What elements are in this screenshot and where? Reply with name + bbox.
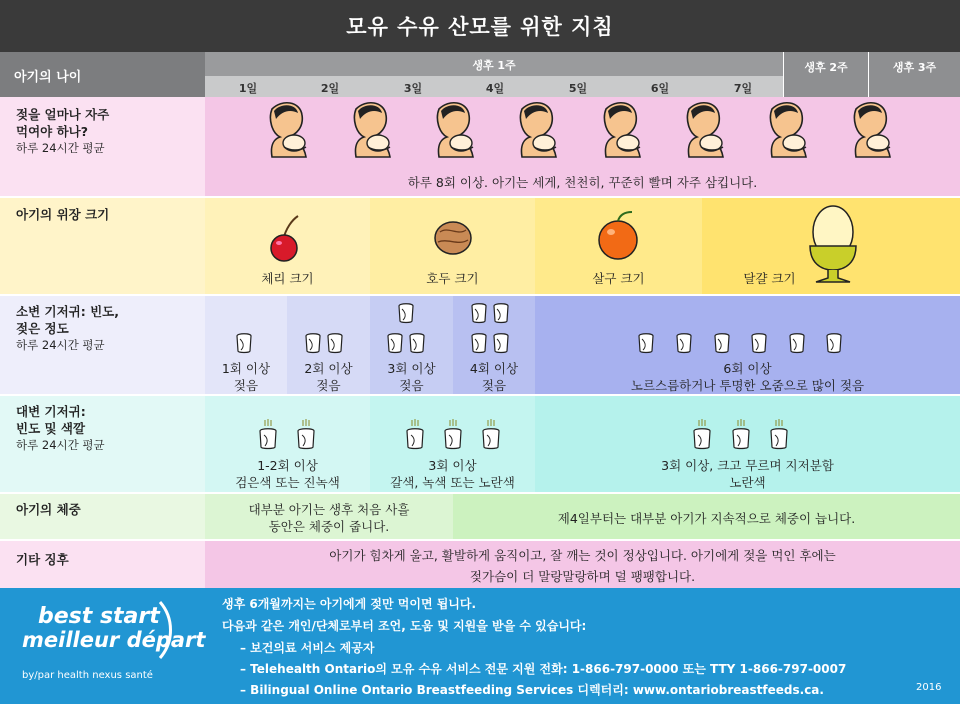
- walnut-icon: [435, 222, 471, 254]
- weight-right-text: 제4일부터는 대부분 아기가 지속적으로 체중이 늡니다.: [557, 511, 856, 526]
- stool-diaper-icon: [694, 419, 710, 449]
- wet-diaper-icon: [827, 334, 841, 353]
- nursing-mother-icon: [854, 103, 890, 157]
- stomach-size-cherry: 체리 크기: [261, 271, 314, 286]
- page-title: 모유 수유 산모를 위한 지침: [346, 15, 614, 39]
- footer-line-1: 생후 6개월까지는 아기에게 젖만 먹이면 됩니다.: [222, 597, 477, 611]
- wet-diaper-icon: [639, 334, 653, 353]
- week3-header: 생후 3주: [892, 61, 937, 74]
- logo-bracket-icon: [156, 600, 176, 660]
- feeding-label: 젖을 얼마나 자주 먹여야 하나? 하루 24시간 평균: [16, 107, 110, 155]
- day-5-header: 5일: [568, 82, 588, 95]
- nursing-mother-icon: [604, 103, 640, 157]
- stool-cell-1-text: 1-2회 이상 검은색 또는 진녹색: [235, 458, 340, 490]
- stool-diaper-icon: [483, 419, 499, 449]
- wet-diaper-icon: [328, 334, 342, 353]
- day-7-header: 7일: [733, 82, 753, 95]
- stool-diaper-icon: [298, 419, 314, 449]
- wet-diaper-icon: [237, 334, 251, 353]
- nursing-mother-icon: [270, 103, 306, 157]
- day-2-header: 2일: [320, 82, 340, 95]
- stomach-size-egg: 달걀 크기: [743, 271, 796, 286]
- wet-diaper-icon: [306, 334, 320, 353]
- wet-cell-4-text: 4회 이상 젖음: [469, 361, 519, 393]
- wet-diaper-icon: [410, 334, 424, 353]
- wet-diaper-icon: [399, 304, 413, 323]
- stool-diaper-icon: [407, 419, 423, 449]
- stool-cell-2-text: 3회 이상 갈색, 녹색 또는 노란색: [390, 458, 515, 490]
- wet-cell-2-text: 2회 이상 젖음: [304, 361, 353, 393]
- stool-diaper-icon: [445, 419, 461, 449]
- wet-diaper-icon: [677, 334, 691, 353]
- stool-diaper-icon: [733, 419, 749, 449]
- stomach-label: 아기의 위장 크기: [16, 207, 110, 222]
- day-6-header: 6일: [650, 82, 670, 95]
- wet-diaper-icon: [790, 334, 804, 353]
- weight-label: 아기의 체중: [16, 502, 81, 517]
- wet-cell-5-text: 6회 이상 노르스름하거나 투명한 오줌으로 많이 젖음: [630, 361, 865, 393]
- stomach-size-apricot: 살구 크기: [592, 271, 645, 286]
- week1-header: 생후 1주: [472, 59, 516, 72]
- wet-diaper-icon: [494, 334, 508, 353]
- footer-line-4: – Telehealth Ontario의 모유 수유 서비스 전문 지원 전화: 1-866-797-0000 또는 TTY 1-866-797-0007: [240, 662, 847, 676]
- health-nexus-logo: by/par health nexus santé: [22, 670, 153, 681]
- nursing-mother-icon: [354, 103, 390, 157]
- other-label: 기타 징후: [16, 552, 69, 567]
- nursing-mother-icon: [687, 103, 723, 157]
- wet-diaper-icon: [388, 334, 402, 353]
- nursing-mother-icon: [437, 103, 473, 157]
- day-1-header: 1일: [238, 82, 258, 95]
- wet-diaper-icon: [472, 334, 486, 353]
- footer-line-5: – Bilingual Online Ontario Breastfeeding Services 디렉터리: www.ontariobreastfeeds.ca.: [240, 683, 824, 697]
- footer-line-2: 다음과 같은 개인/단체로부터 조언, 도움 및 지원을 받을 수 있습니다:: [222, 619, 587, 633]
- wet-diaper-icon: [472, 304, 486, 323]
- feeding-text: 하루 8회 이상. 아기는 세게, 천천히, 꾸준히 빨며 자주 삼킵니다.: [407, 175, 758, 190]
- wet-diaper-icon: [752, 334, 766, 353]
- age-header-label: 아기의 나이: [14, 70, 82, 85]
- day-4-header: 4일: [485, 82, 505, 95]
- wet-diaper-icon: [494, 304, 508, 323]
- stool-cell-3-text: 3회 이상, 크고 무르며 지저분함 노란색: [661, 458, 834, 490]
- week2-header: 생후 2주: [804, 61, 848, 74]
- stool-label: 대변 기저귀: 빈도 및 색깔 하루 24시간 평균: [16, 404, 105, 452]
- weight-left-text: 대부분 아기는 생후 처음 사흘 동안은 체중이 줍니다.: [248, 502, 410, 534]
- stool-diaper-icon: [771, 419, 787, 449]
- other-text: 아기가 힘차게 울고, 활발하게 움직이고, 잘 깨는 것이 정상입니다. 아기에게 젖을 먹인 후에는 젖가슴이 더 말랑말랑하며 덜 팽팽합니다.: [329, 548, 836, 584]
- cherry-icon: [271, 216, 298, 261]
- stool-diaper-icon: [260, 419, 276, 449]
- wet-cell-3-text: 3회 이상 젖음: [387, 361, 436, 393]
- apricot-icon: [599, 212, 637, 259]
- logo-meilleur-depart: meilleur départ: [22, 628, 206, 652]
- logo-best-start: best start: [38, 604, 160, 629]
- footer-line-3: – 보건의료 서비스 제공자: [240, 641, 375, 655]
- nursing-mother-icon: [520, 103, 556, 157]
- wet-label: 소변 기저귀: 빈도, 젖은 정도 하루 24시간 평균: [16, 304, 119, 352]
- day-3-header: 3일: [403, 82, 423, 95]
- stomach-size-walnut: 호두 크기: [426, 271, 479, 286]
- nursing-mother-icon: [770, 103, 806, 157]
- wet-diaper-icon: [715, 334, 729, 353]
- footer-year: 2016: [916, 682, 942, 693]
- wet-cell-1-text: 1회 이상 젖음: [221, 361, 271, 393]
